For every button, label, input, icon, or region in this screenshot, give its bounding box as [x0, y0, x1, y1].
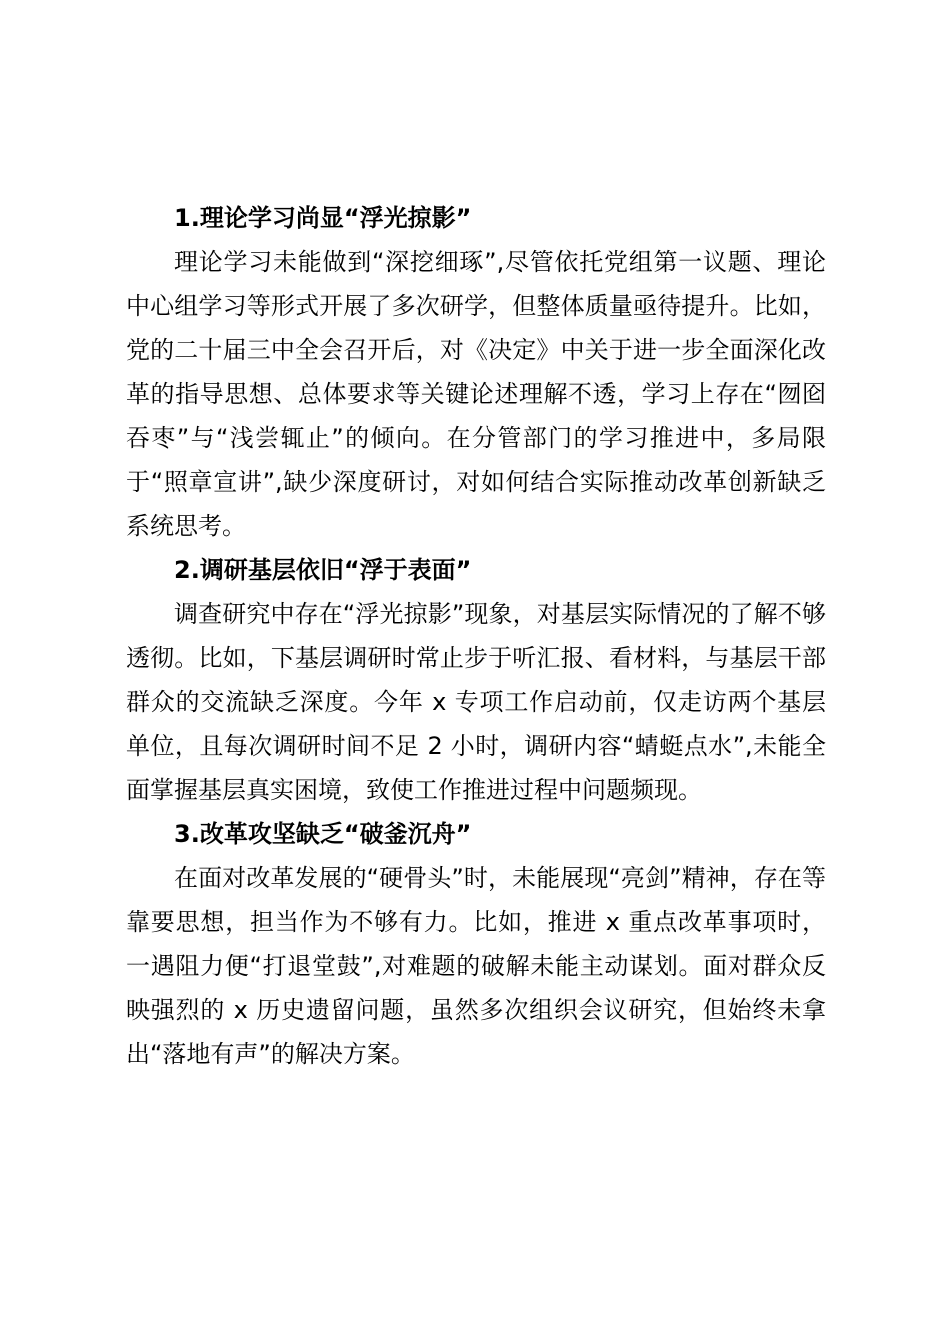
section-3-paragraph: 在面对改革发展的“硬骨头”时，未能展现“亮剑”精神，存在等靠要思想，担当作为不够有力。比如，推进 x 重点改革事项时，一遇阻力便“打退堂鼓”,对难题的破解未能主动谋划。面对群众反映强烈的 x 历史遗留问题，虽然多次组织会议研究，但始终未拿出“落地有声”的解决方案。 [126, 864, 826, 1068]
section-1-paragraph: 理论学习未能做到“深挖细琢”,尽管依托党组第一议题、理论中心组学习等形式开展了多次研学，但整体质量亟待提升。比如，党的二十届三中全会召开后，对《决定》中关于进一步全面深化改革的指导思想、总体要求等关键论述理解不透，学习上存在“囫囵吞枣”与“浅尝辄止”的倾向。在分管部门的学习推进中，多局限于“照章宣讲”,缺少深度研讨，对如何结合实际推动改革创新缺乏系统思考。 [126, 248, 826, 540]
section-3 [126, 812, 826, 1076]
section-2-paragraph: 调查研究中存在“浮光掠影”现象，对基层实际情况的了解不够透彻。比如，下基层调研时常止步于听汇报、看材料，与基层干部群众的交流缺乏深度。今年 x 专项工作启动前，仅走访两个基层单位，且每次调研时间不足 2 小时，调研内容“蜻蜓点水”,未能全面掌握基层真实困境，致使工作推进过程中问题频现。 [126, 600, 826, 804]
section-3-heading: 3.改革攻坚缺乏“破釜沉舟” [174, 820, 472, 848]
section-1 [126, 196, 826, 548]
section-2-heading: 2.调研基层依旧“浮于表面” [174, 556, 472, 584]
section-2 [126, 548, 826, 812]
document-body [126, 196, 826, 1076]
section-1-heading: 1.理论学习尚显“浮光掠影” [174, 204, 472, 232]
